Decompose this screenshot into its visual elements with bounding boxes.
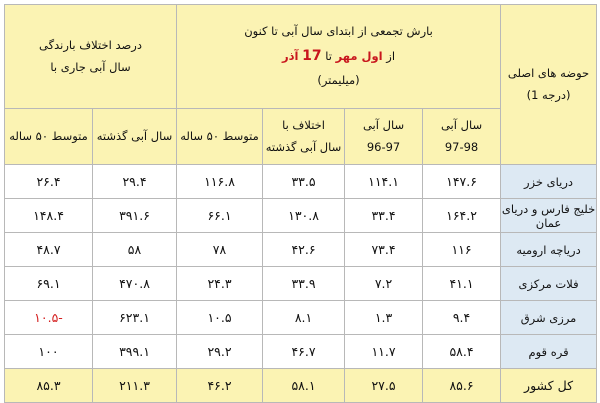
- range-day: 17: [302, 48, 322, 65]
- diff-line1: اختلاف با: [282, 117, 325, 132]
- total-prev-year: ۲۷.۵: [345, 369, 423, 403]
- table-row: [5, 301, 597, 335]
- cell-prev-year: ۷۳.۴: [345, 233, 423, 267]
- diff-line2: سال آبی گذشته: [265, 139, 342, 154]
- cell-pct-prev: ۳۹۱.۶: [93, 199, 177, 233]
- cumulative-unit: (میلیمتر): [317, 72, 360, 87]
- cell-current-year: ۴۱.۱: [423, 267, 501, 301]
- cell-pct-avg50: ۲۶.۴: [5, 165, 93, 199]
- cell-pct-prev: ۴۷۰.۸: [93, 267, 177, 301]
- cell-pct-prev: ۳۹۹.۱: [93, 335, 177, 369]
- cell-pct-avg50: ۶۹.۱: [5, 267, 93, 301]
- precip-diff-header: [5, 5, 177, 109]
- col-avg50: متوسط ۵۰ ساله: [177, 109, 263, 165]
- cell-avg50: ۱۱۶.۸: [177, 165, 263, 199]
- cell-avg50: ۲۴.۳: [177, 267, 263, 301]
- range-from: از: [386, 49, 396, 64]
- cell-prev-year: ۱۱۴.۱: [345, 165, 423, 199]
- cell-prev-year: ۷.۲: [345, 267, 423, 301]
- range-month: آذر: [282, 49, 299, 64]
- cell-prev-year: ۱.۳: [345, 301, 423, 335]
- range-to: تا: [325, 49, 332, 64]
- cell-avg50: ۲۹.۲: [177, 335, 263, 369]
- col-prev-year: [345, 109, 423, 165]
- total-pct-prev: ۲۱۱.۳: [93, 369, 177, 403]
- cell-current-year: ۱۴۷.۶: [423, 165, 501, 199]
- total-current-year: ۸۵.۶: [423, 369, 501, 403]
- current-year-label: سال آبی: [440, 117, 483, 132]
- cell-diff-prev: ۳۳.۹: [263, 267, 345, 301]
- table-row: [5, 267, 597, 301]
- region-name: خلیج فارس و دریای عمان: [501, 199, 597, 233]
- total-diff-prev: ۵۸.۱: [263, 369, 345, 403]
- precip-diff-line2: سال آبی جاری با: [50, 59, 131, 74]
- cell-diff-prev: ۴۶.۷: [263, 335, 345, 369]
- cell-pct-prev: ۲۹.۴: [93, 165, 177, 199]
- cumulative-range: [177, 43, 500, 70]
- col-diff-prev: [263, 109, 345, 165]
- region-name: دریاچه ارومیه: [501, 233, 597, 267]
- cell-pct-prev: ۶۲۳.۱: [93, 301, 177, 335]
- precip-diff-line1: درصد اختلاف بارندگی: [39, 37, 142, 52]
- total-avg50: ۴۶.۲: [177, 369, 263, 403]
- basin-title: حوضه های اصلی: [507, 65, 590, 80]
- cumulative-title: بارش تجمعی از ابتدای سال آبی تا کنون: [244, 24, 433, 39]
- cell-current-year: ۱۶۴.۲: [423, 199, 501, 233]
- cell-prev-year: ۱۱.۷: [345, 335, 423, 369]
- region-name: مرزی شرق: [501, 301, 597, 335]
- cell-current-year: ۵۸.۴: [423, 335, 501, 369]
- prev-year-label: سال آبی: [362, 117, 405, 132]
- basin-subtitle: (درجه 1): [526, 87, 571, 102]
- prev-year-value: 96-97: [366, 139, 401, 154]
- cell-pct-avg50: ۴۸.۷: [5, 233, 93, 267]
- cell-pct-avg50: ۱۰۰: [5, 335, 93, 369]
- table-row: [5, 199, 597, 233]
- col-pct-avg50: متوسط ۵۰ ساله: [5, 109, 93, 165]
- cell-pct-avg50: ۱۴۸.۴: [5, 199, 93, 233]
- rainfall-table: [4, 4, 597, 403]
- total-label: کل کشور: [501, 369, 597, 403]
- cell-diff-prev: ۱۳۰.۸: [263, 199, 345, 233]
- total-pct-avg50: ۸۵.۳: [5, 369, 93, 403]
- table-row: [5, 165, 597, 199]
- cell-avg50: ۱۰.۵: [177, 301, 263, 335]
- cell-avg50: ۶۶.۱: [177, 199, 263, 233]
- basin-header: [501, 5, 597, 165]
- cell-diff-prev: ۸.۱: [263, 301, 345, 335]
- table-row: [5, 335, 597, 369]
- table-row: [5, 233, 597, 267]
- cell-pct-avg50: -۱۰.۵: [5, 301, 93, 335]
- cell-diff-prev: ۳۳.۵: [263, 165, 345, 199]
- cumulative-header: [177, 5, 501, 109]
- cell-diff-prev: ۴۲.۶: [263, 233, 345, 267]
- region-name: قره قوم: [501, 335, 597, 369]
- total-row: [5, 369, 597, 403]
- cell-current-year: ۹.۴: [423, 301, 501, 335]
- cell-current-year: ۱۱۶: [423, 233, 501, 267]
- col-current-year: [423, 109, 501, 165]
- header-row-1: [5, 5, 597, 109]
- col-pct-prev: سال آبی گذشته: [93, 109, 177, 165]
- range-start: اول مهر: [335, 49, 383, 64]
- cell-avg50: ۷۸: [177, 233, 263, 267]
- region-name: دریای خزر: [501, 165, 597, 199]
- region-name: فلات مرکزی: [501, 267, 597, 301]
- current-year-value: 97-98: [444, 139, 479, 154]
- cell-prev-year: ۳۳.۴: [345, 199, 423, 233]
- cell-pct-prev: ۵۸: [93, 233, 177, 267]
